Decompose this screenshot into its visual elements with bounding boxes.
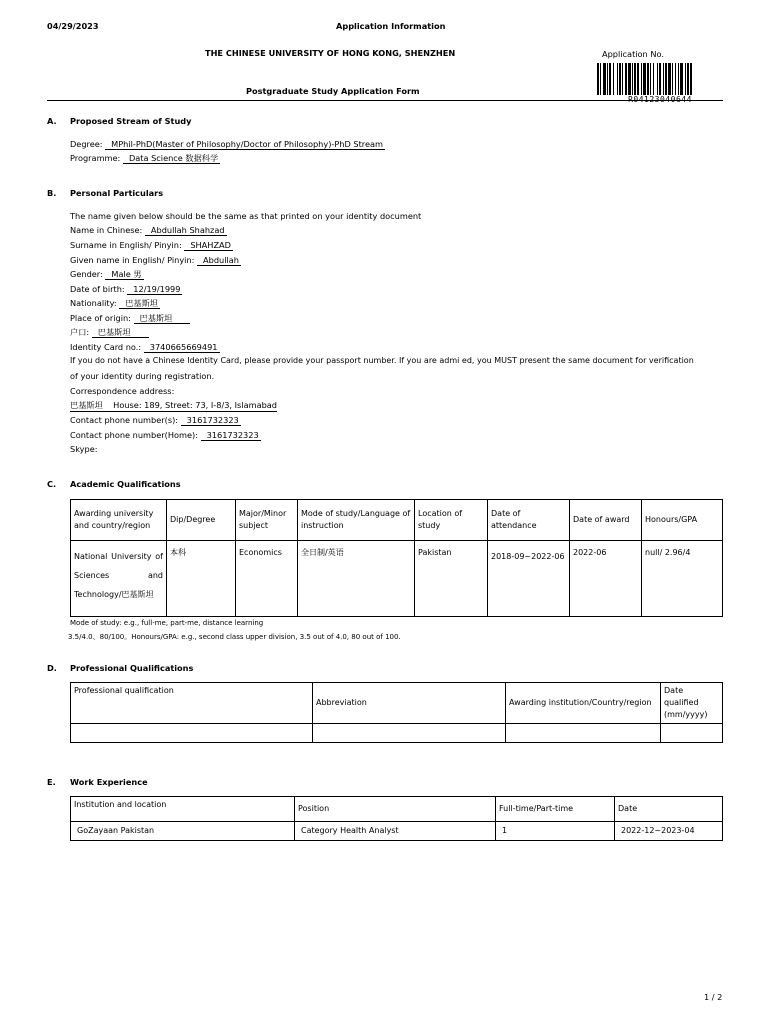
academic-header-cell: Awarding university and country/region bbox=[71, 500, 167, 541]
barcode-bar bbox=[619, 63, 621, 95]
barcode-bar bbox=[647, 63, 649, 95]
barcode-bar bbox=[625, 63, 627, 95]
work-header-row bbox=[71, 797, 723, 822]
academic-table bbox=[70, 499, 723, 617]
dob-value: 12/19/1999 bbox=[127, 284, 182, 295]
section-e-title: Work Experience bbox=[70, 777, 148, 787]
academic-header-cell: Major/Minor subject bbox=[236, 500, 298, 541]
barcode-bar bbox=[678, 63, 679, 95]
programme-row bbox=[70, 153, 220, 164]
section-a-title: Proposed Stream of Study bbox=[70, 116, 192, 126]
professional-cell bbox=[506, 724, 661, 743]
nationality-value: 巴基斯坦 bbox=[119, 298, 160, 309]
barcode-bar bbox=[597, 63, 599, 95]
origin-value: 巴基斯坦 bbox=[134, 313, 191, 324]
academic-header-cell: Date of award bbox=[570, 500, 642, 541]
professional-table bbox=[70, 682, 723, 743]
degree-row bbox=[70, 139, 385, 149]
section-b-letter: B. bbox=[47, 188, 57, 198]
professional-cell bbox=[313, 724, 506, 743]
phone-value: 3161732323 bbox=[181, 415, 241, 426]
academic-cell: National University of Sciences and Technology/巴基斯坦 bbox=[71, 541, 167, 617]
academic-header-row bbox=[71, 500, 723, 541]
barcode-bar bbox=[643, 63, 646, 95]
barcode-bar bbox=[632, 63, 633, 95]
barcode-bar bbox=[687, 63, 689, 95]
id-card-label: Identity Card no.: bbox=[70, 342, 142, 352]
professional-header-cell: Abbreviation bbox=[313, 683, 506, 724]
barcode-bar bbox=[634, 63, 636, 95]
section-a-letter: A. bbox=[47, 116, 57, 126]
page-title: Application Information bbox=[336, 21, 446, 31]
given-name-label: Given name in English/ Pinyin: bbox=[70, 255, 195, 265]
name-chinese-label: Name in Chinese: bbox=[70, 225, 143, 235]
barcode-bar bbox=[663, 63, 664, 95]
work-data-row bbox=[71, 822, 723, 841]
academic-cell: Pakistan bbox=[415, 541, 488, 617]
phone-label: Contact phone number(s): bbox=[70, 415, 179, 425]
phone-row bbox=[70, 415, 241, 425]
section-b-title: Personal Particulars bbox=[70, 188, 164, 198]
skype-label: Skype: bbox=[70, 444, 98, 454]
barcode-bar bbox=[609, 63, 611, 95]
section-c-title: Academic Qualifications bbox=[70, 479, 181, 489]
barcode-bar bbox=[613, 63, 614, 95]
barcode-bar bbox=[690, 63, 692, 95]
hukou-row bbox=[70, 327, 149, 338]
given-name-row bbox=[70, 255, 241, 265]
nationality-row bbox=[70, 298, 160, 309]
header-divider bbox=[47, 100, 723, 101]
barcode-bar bbox=[637, 63, 639, 95]
barcode-number: R04123040644 bbox=[628, 95, 692, 104]
section-d-title: Professional Qualifications bbox=[70, 663, 194, 673]
gender-label: Gender: bbox=[70, 269, 103, 279]
barcode-bar bbox=[659, 63, 661, 95]
professional-header-cell: Awarding institution/Country/region bbox=[506, 683, 661, 724]
professional-cell bbox=[661, 724, 723, 743]
barcode-bar bbox=[657, 63, 658, 95]
given-name-value: Abdullah bbox=[197, 255, 241, 266]
barcode-bar bbox=[653, 63, 654, 95]
work-header-cell: Full-time/Part-time bbox=[496, 797, 615, 822]
degree-value: MPhil-PhD(Master of Philosophy/Doctor of Philosophy)-PhD Stream bbox=[105, 139, 385, 150]
academic-data-row bbox=[71, 541, 723, 617]
gender-value: Male 男 bbox=[105, 269, 143, 280]
programme-label: Programme: bbox=[70, 153, 121, 163]
name-chinese-row bbox=[70, 225, 227, 235]
home-phone-value: 3161732323 bbox=[201, 430, 261, 441]
work-table bbox=[70, 796, 723, 841]
academic-header-cell: Mode of study/Language of instruction bbox=[298, 500, 415, 541]
barcode-bar bbox=[672, 63, 673, 95]
academic-header-cell: Honours/GPA bbox=[642, 500, 723, 541]
home-phone-row bbox=[70, 430, 261, 440]
application-barcode bbox=[597, 63, 723, 95]
gender-row bbox=[70, 269, 144, 280]
work-cell: Category Health Analyst bbox=[295, 822, 496, 841]
professional-header-cell: Date qualified (mm/yyyy) bbox=[661, 683, 723, 724]
academic-cell: 2018-09~2022-06 bbox=[488, 541, 570, 617]
professional-empty-row bbox=[71, 724, 723, 743]
mode-of-study-note: Mode of study: e.g., full-me, part-me, distance learning bbox=[70, 619, 264, 627]
professional-header-row bbox=[71, 683, 723, 724]
form-title: Postgraduate Study Application Form bbox=[246, 86, 420, 96]
barcode-bar bbox=[603, 63, 606, 95]
dob-label: Date of birth: bbox=[70, 284, 125, 294]
barcode-bar bbox=[600, 63, 601, 95]
surname-row bbox=[70, 240, 233, 250]
nationality-label: Nationality: bbox=[70, 298, 117, 308]
barcode-bar bbox=[628, 63, 631, 95]
professional-cell bbox=[71, 724, 313, 743]
barcode-bar bbox=[665, 63, 667, 95]
barcode-bar bbox=[675, 63, 676, 95]
academic-cell: 全日制/英语 bbox=[298, 541, 415, 617]
academic-header-cell: Date of attendance bbox=[488, 500, 570, 541]
home-phone-label: Contact phone number(Home): bbox=[70, 430, 198, 440]
passport-note-line-2: of your identity during registration. bbox=[70, 371, 215, 381]
degree-label: Degree: bbox=[70, 139, 103, 149]
id-card-value: 3740665669491 bbox=[144, 342, 220, 353]
barcode-bar bbox=[607, 63, 608, 95]
origin-row bbox=[70, 313, 190, 324]
barcode-bar bbox=[668, 63, 671, 95]
address-value: 巴基斯坦 House: 189, Street: 73, I-8/3, Islamabad bbox=[70, 400, 278, 410]
passport-note-line-1: If you do not have a Chinese Identity Card, please provide your passport number. If you are admi ed, you MUST present the same document for verification bbox=[70, 356, 694, 365]
hukou-label: 户口: bbox=[70, 327, 90, 337]
work-header-cell: Position bbox=[295, 797, 496, 822]
barcode-bar bbox=[641, 63, 642, 95]
barcode-bar bbox=[622, 63, 623, 95]
gpa-note: 3.5/4.0、80/100。Honours/GPA: e.g., second class upper division, 3.5 out of 4.0, 80 out of 100. bbox=[68, 633, 401, 641]
academic-cell: 本科 bbox=[167, 541, 236, 617]
university-name: THE CHINESE UNIVERSITY OF HONG KONG, SHENZHEN bbox=[205, 48, 456, 58]
academic-header-cell: Location of study bbox=[415, 500, 488, 541]
academic-cell: Economics bbox=[236, 541, 298, 617]
origin-label: Place of origin: bbox=[70, 313, 131, 323]
section-e-letter: E. bbox=[47, 777, 56, 787]
barcode-bar bbox=[680, 63, 683, 95]
barcode-bar bbox=[650, 63, 651, 95]
surname-value: SHAHZAD bbox=[184, 240, 233, 251]
barcode-bar bbox=[617, 63, 618, 95]
address-label: Correspondence address: bbox=[70, 386, 175, 396]
application-no-label: Application No. bbox=[602, 49, 664, 59]
print-date: 04/29/2023 bbox=[47, 21, 99, 31]
academic-cell: 2022-06 bbox=[570, 541, 642, 617]
professional-header-cell: Professional qualification bbox=[71, 683, 313, 724]
name-chinese-value: Abdullah Shahzad bbox=[145, 225, 227, 236]
barcode-bar bbox=[685, 63, 686, 95]
section-c-letter: C. bbox=[47, 479, 57, 489]
id-card-row bbox=[70, 342, 220, 352]
section-d-letter: D. bbox=[47, 663, 57, 673]
work-header-cell: Institution and location bbox=[71, 797, 295, 822]
academic-cell: null/ 2.96/4 bbox=[642, 541, 723, 617]
hukou-value: 巴基斯坦 bbox=[92, 327, 149, 338]
page-number: 1 / 2 bbox=[704, 992, 723, 1002]
work-cell: 1 bbox=[496, 822, 615, 841]
work-cell: 2022-12~2023-04 bbox=[615, 822, 723, 841]
dob-row bbox=[70, 284, 182, 294]
surname-label: Surname in English/ Pinyin: bbox=[70, 240, 182, 250]
identity-note: The name given below should be the same as that printed on your identity document bbox=[70, 211, 422, 221]
work-header-cell: Date bbox=[615, 797, 723, 822]
programme-value: Data Science 数据科学 bbox=[123, 153, 220, 164]
academic-header-cell: Dip/Degree bbox=[167, 500, 236, 541]
work-cell: GoZayaan Pakistan bbox=[71, 822, 295, 841]
